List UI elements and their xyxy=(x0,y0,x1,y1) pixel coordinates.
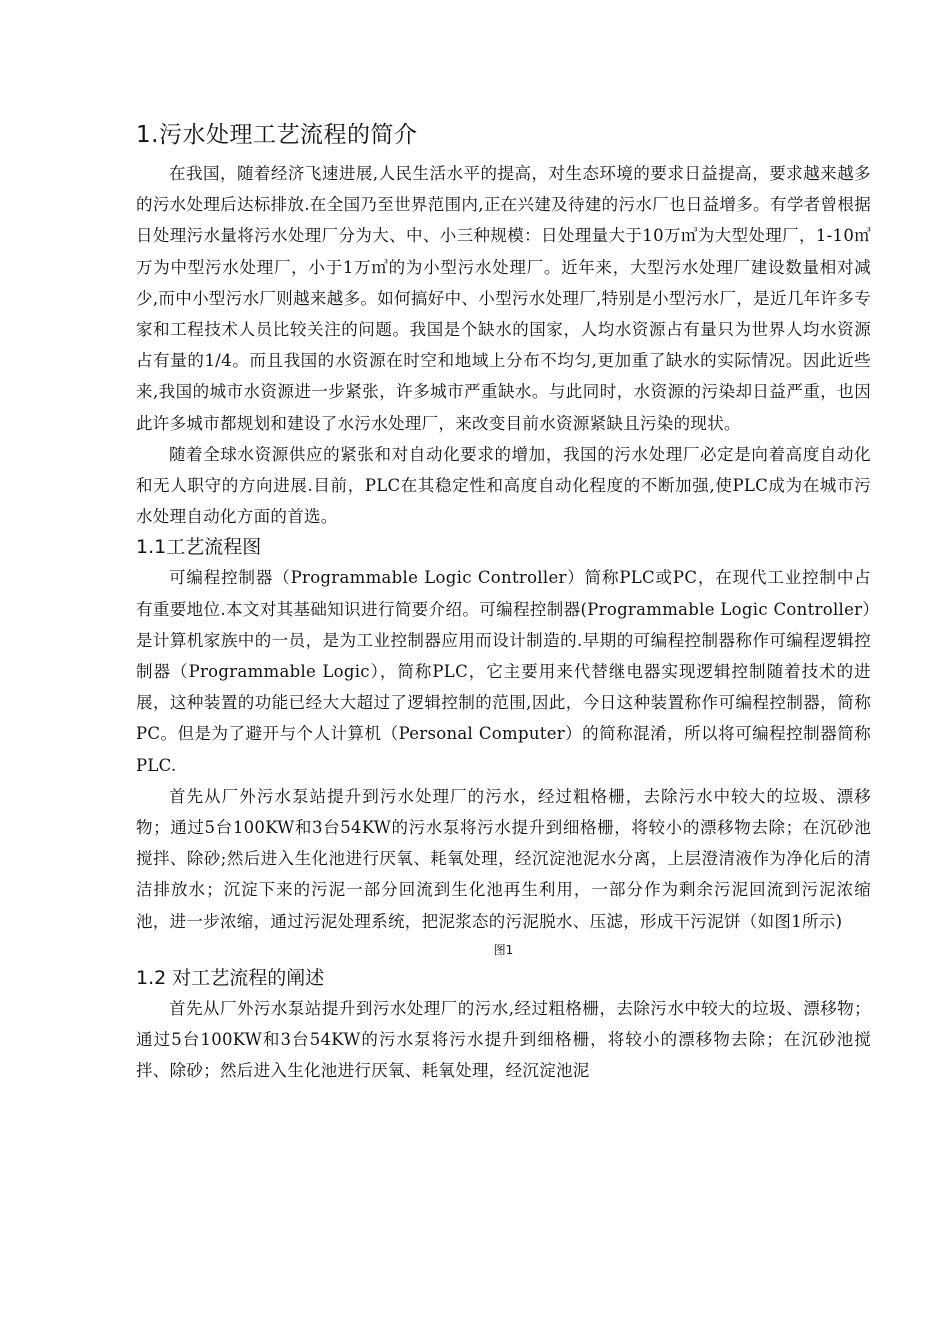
section-1-heading: 1.污水处理工艺流程的简介 xyxy=(136,122,418,148)
figure-caption: 图1 xyxy=(493,942,514,957)
section-1-1-heading: 1.1工艺流程图 xyxy=(136,536,262,559)
document-page xyxy=(136,118,871,1086)
section-1-1-paragraph-2: 首先从厂外污水泵站提升到污水处理厂的污水，经过粗格栅，去除污水中较大的垃圾、漂移物；通过5台100KW和3台54KW的污水泵将污水提升到细格栅，将较小的漂移物去除；在沉砂池搅拌、除砂;然后进入生化池进行厌氧、耗氧处理，经沉淀池泥水分离，上层澄清液作为净化后的清洁排放水；沉淀下来的污泥一部分回流到生化池再生利用，一部分作为剩余污泥回流到污泥浓缩池，进一步浓缩，通过污泥处理系统，把泥浆态的污泥脱水、压滤，形成干污泥饼（如图1所示) xyxy=(136,786,871,931)
section-1-paragraph-1: 在我国，随着经济飞速进展,人民生活水平的提高，对生态环境的要求日益提高，要求越来越多的污水处理后达标排放.在全国乃至世界范围内,正在兴建及待建的污水厂也日益增多。有学者曾根据日处理污水量将污水处理厂分为大、中、小三种规模：日处理量大于10万㎥为大型处理厂，1-10㎥万为中型污水处理厂，小于1万㎥的为小型污水处理厂。近年来，大型污水处理厂建设数量相对减少,而中小型污水厂则越来越多。如何搞好中、小型污水处理厂,特别是小型污水厂，是近几年许多专家和工程技术人员比较关注的问题。我国是个缺水的国家，人均水资源占有量只为世界人均水资源占有量的1/4。而且我国的水资源在时空和地域上分布不均匀,更加重了缺水的实际情况。因此近些来,我国的城市水资源进一步紧张，许多城市严重缺水。与此同时，水资源的污染却日益严重，也因此许多城市都规划和建设了水污水处理厂，来改变目前水资源紧缺且污染的现状。 xyxy=(136,164,871,433)
section-1-1-paragraph-1: 可编程控制器（Programmable Logic Controller）简称PLC或PC，在现代工业控制中占有重要地位.本文对其基础知识进行简要介绍。可编程控制器(Programmable Logic Controller）是计算机家族中的一员，是为工业控制器应用而设计制造的.早期的可编程控制器称作可编程逻辑控制器（Programmable Logic），简称PLC，它主要用来代替继电器实现逻辑控制随着技术的进展，这种装置的功能已经大大超过了逻辑控制的范围,因此，今日这种装置称作可编程控制器，简称PC。但是为了避开与个人计算机（Personal Computer）的简称混淆，所以将可编程控制器简称PLC. xyxy=(136,568,871,775)
section-1-paragraph-2: 随着全球水资源供应的紧张和对自动化要求的增加，我国的污水处理厂必定是向着高度自动化和无人职守的方向进展.目前，PLC在其稳定性和高度自动化程度的不断加强,使PLC成为在城市污水处理自动化方面的首选。 xyxy=(136,444,871,527)
section-1-2-heading: 1.2 对工艺流程的阐述 xyxy=(136,966,325,989)
section-1-2-paragraph-1: 首先从厂外污水泵站提升到污水处理厂的污水,经过粗格栅，去除污水中较大的垃圾、漂移物；通过5台100KW和3台54KW的污水泵将污水提升到细格栅，将较小的漂移物去除；在沉砂池搅拌、除砂；然后进入生化池进行厌氧、耗氧处理，经沉淀池泥 xyxy=(136,998,871,1081)
